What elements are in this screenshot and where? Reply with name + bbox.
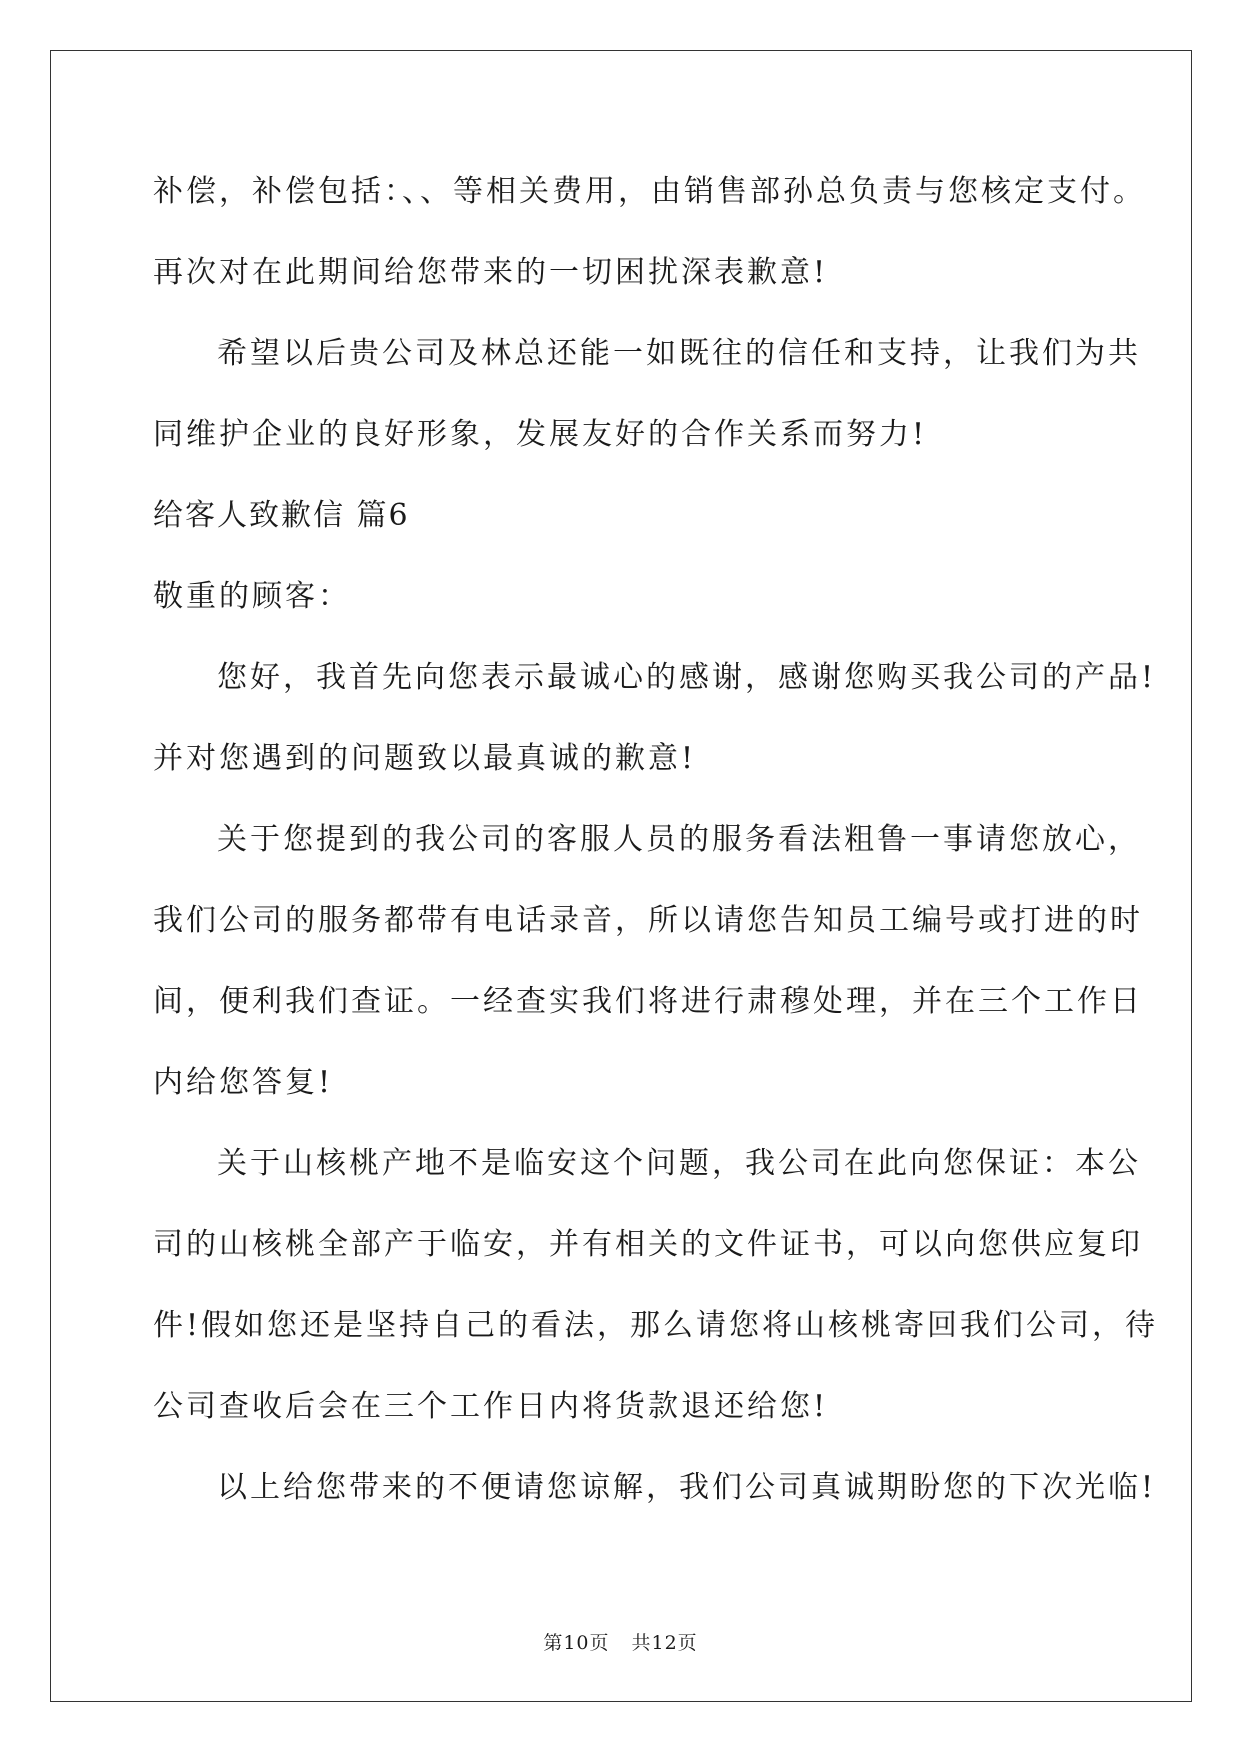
section-heading: 给客人致歉信 篇6	[153, 498, 410, 533]
text-line-3: 希望以后贵公司及林总还能一如既往的信任和支持，让我们为共	[217, 336, 1141, 371]
text-line-16: 公司查收后会在三个工作日内将货款退还给您!	[153, 1389, 829, 1424]
text-line-17: 以上给您带来的不便请您谅解，我们公司真诚期盼您的下次光临!	[217, 1470, 1157, 1505]
page-total: 共12页	[631, 1632, 698, 1654]
page-footer	[0, 1628, 1241, 1655]
text-line-13: 关于山核桃产地不是临安这个问题，我公司在此向您保证：本公	[217, 1146, 1141, 1181]
text-line-15: 件!假如您还是坚持自己的看法，那么请您将山核桃寄回我们公司，待	[153, 1308, 1159, 1343]
text-line-7: 您好，我首先向您表示最诚心的感谢，感谢您购买我公司的产品!	[217, 660, 1157, 695]
text-line-1: 补偿，补偿包括：、、等相关费用，由销售部孙总负责与您核定支付。	[153, 174, 1146, 209]
text-line-2: 再次对在此期间给您带来的一切困扰深表歉意!	[153, 255, 829, 290]
text-line-9: 关于您提到的我公司的客服人员的服务看法粗鲁一事请您放心，	[217, 822, 1141, 857]
text-line-11: 间，便利我们查证。一经查实我们将进行肃穆处理，并在三个工作日	[153, 984, 1143, 1019]
page-number: 第10页	[543, 1632, 610, 1654]
text-line-14: 司的山核桃全部产于临安，并有相关的文件证书，可以向您供应复印	[153, 1227, 1143, 1262]
text-line-12: 内给您答复!	[153, 1065, 334, 1100]
salutation: 敬重的顾客：	[153, 579, 351, 614]
text-line-4: 同维护企业的良好形象，发展友好的合作关系而努力!	[153, 417, 928, 452]
text-line-10: 我们公司的服务都带有电话录音，所以请您告知员工编号或打进的时	[153, 903, 1143, 938]
document-body	[153, 160, 1159, 1537]
text-line-8: 并对您遇到的问题致以最真诚的歉意!	[153, 741, 697, 776]
